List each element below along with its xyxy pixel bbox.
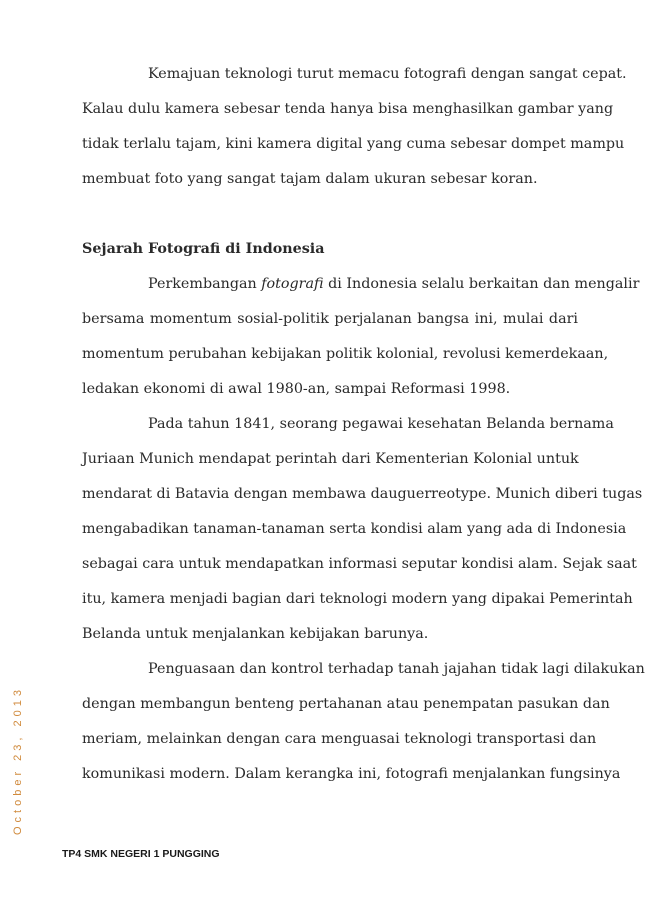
paragraph-munich bbox=[82, 407, 643, 652]
text-line: bersama momentum sosial-politik perjalanan bangsa ini, mulai dari bbox=[82, 311, 578, 327]
text-line: Kemajuan teknologi turut memacu fotografi dengan sangat cepat. bbox=[148, 66, 627, 82]
text-line: Juriaan Munich mendapat perintah dari Kementerian Kolonial untuk bbox=[82, 451, 579, 467]
text-line: dengan membangun benteng pertahanan atau penempatan pasukan dan bbox=[82, 696, 610, 712]
text-line: sebagai cara untuk mendapatkan informasi seputar kondisi alam. Sejak saat bbox=[82, 556, 637, 572]
text-line: Penguasaan dan kontrol terhadap tanah jajahan tidak lagi dilakukan bbox=[148, 661, 645, 677]
text-line: Pada tahun 1841, seorang pegawai kesehatan Belanda bernama bbox=[148, 416, 614, 432]
text-line: meriam, melainkan dengan cara menguasai teknologi transportasi dan bbox=[82, 731, 597, 747]
paragraph-intro bbox=[82, 57, 627, 197]
side-date: October 23, 2013 bbox=[12, 685, 24, 835]
text-line: ledakan ekonomi di awal 1980-an, sampai Reformasi 1998. bbox=[82, 381, 511, 397]
text-line: tidak terlalu tajam, kini kamera digital yang cuma sebesar dompet mampu bbox=[82, 136, 625, 152]
text-line: Kalau dulu kamera sebesar tenda hanya bisa menghasilkan gambar yang bbox=[82, 101, 614, 117]
paragraph-control bbox=[82, 652, 645, 792]
document-body bbox=[82, 57, 645, 792]
text-line: mendarat di Batavia dengan membawa dauguerreotype. Munich diberi tugas bbox=[82, 486, 643, 502]
text-line: mengabadikan tanaman-tanaman serta kondisi alam yang ada di Indonesia bbox=[82, 521, 627, 537]
emphasis-text: fotografi bbox=[261, 276, 324, 292]
text-line: komunikasi modern. Dalam kerangka ini, fotografi menjalankan fungsinya bbox=[82, 766, 621, 782]
paragraph-history bbox=[82, 267, 640, 407]
text-fragment: Perkembangan bbox=[148, 276, 262, 292]
text-fragment: di Indonesia selalu berkaitan dan mengalir bbox=[323, 276, 640, 292]
text-line bbox=[82, 267, 640, 302]
text-line: momentum perubahan kebijakan politik kolonial, revolusi kemerdekaan, bbox=[82, 346, 609, 362]
text-line: Belanda untuk menjalankan kebijakan barunya. bbox=[82, 626, 429, 642]
text-line: membuat foto yang sangat tajam dalam ukuran sebesar koran. bbox=[82, 171, 538, 187]
section-heading: Sejarah Fotografi di Indonesia bbox=[82, 241, 325, 257]
text-line: itu, kamera menjadi bagian dari teknologi modern yang dipakai Pemerintah bbox=[82, 591, 633, 607]
page-footer: TP4 SMK NEGERI 1 PUNGGING bbox=[62, 848, 220, 860]
